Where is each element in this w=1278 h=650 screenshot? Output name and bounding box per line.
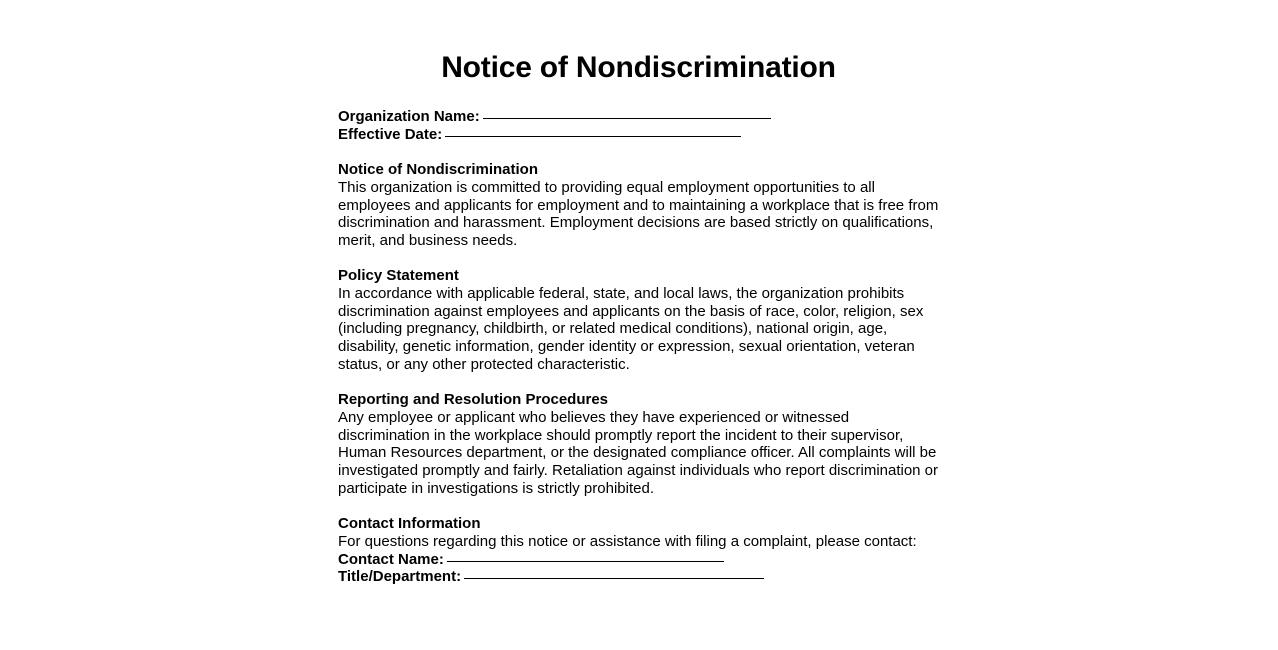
- field-blank-title-department[interactable]: [464, 578, 764, 579]
- section-body-policy-statement: In accordance with applicable federal, state, and local laws, the organization prohibits discrimination against employees and applicants on the basis of race, color, religion, sex (including pregnancy, childbirth, or related medical conditions), national origin, age, disability, genetic information, gender identity or expression, sexual orientation, veteran status, or any other protected characteristic.: [338, 285, 924, 373]
- document-content: [338, 108, 939, 586]
- section-heading-policy-statement: Policy Statement: [338, 267, 459, 285]
- field-contact-name: [338, 551, 939, 569]
- field-blank-organization-name[interactable]: [483, 118, 771, 119]
- spacer: [338, 374, 939, 392]
- field-label-effective-date: Effective Date:: [338, 125, 443, 143]
- spacer: [338, 143, 939, 161]
- field-blank-effective-date[interactable]: [445, 136, 741, 137]
- section-heading-contact-information: Contact Information: [338, 515, 481, 533]
- field-organization-name: [338, 108, 939, 126]
- spacer: [338, 250, 939, 268]
- field-blank-contact-name[interactable]: [447, 561, 724, 562]
- section-heading-notice-of-nondiscrimination: Notice of Nondiscrimination: [338, 161, 539, 179]
- section-body-reporting-and-resolution-procedures: Any employee or applicant who believes they have experienced or witnessed discrimination in the workplace should promptly report the incident to their supervisor, Human Resources department, or the designated compliance officer. All complaints will be investigated promptly and fairly. Retaliation against individuals who report discrimination or participate in investigations is strictly prohibited.: [338, 408, 939, 497]
- spacer: [338, 497, 939, 515]
- field-label-contact-name: Contact Name:: [338, 550, 444, 568]
- section-body-contact-information: For questions regarding this notice or assistance with filing a complaint, please contact:: [338, 532, 917, 550]
- field-effective-date: [338, 126, 939, 144]
- section-heading-reporting-and-resolution-procedures: Reporting and Resolution Procedures: [338, 391, 609, 409]
- section-body-notice-of-nondiscrimination: This organization is committed to providing equal employment opportunities to all employees and applicants for employment and to maintaining a workplace that is free from discrimination and harassment. Employment decisions are based strictly on qualifications, merit, and business needs.: [338, 178, 939, 249]
- field-label-organization-name: Organization Name:: [338, 108, 480, 125]
- page-title: Notice of Nondiscrimination: [441, 51, 836, 84]
- field-title-department: [338, 568, 939, 586]
- field-label-title-department: Title/Department:: [338, 568, 462, 586]
